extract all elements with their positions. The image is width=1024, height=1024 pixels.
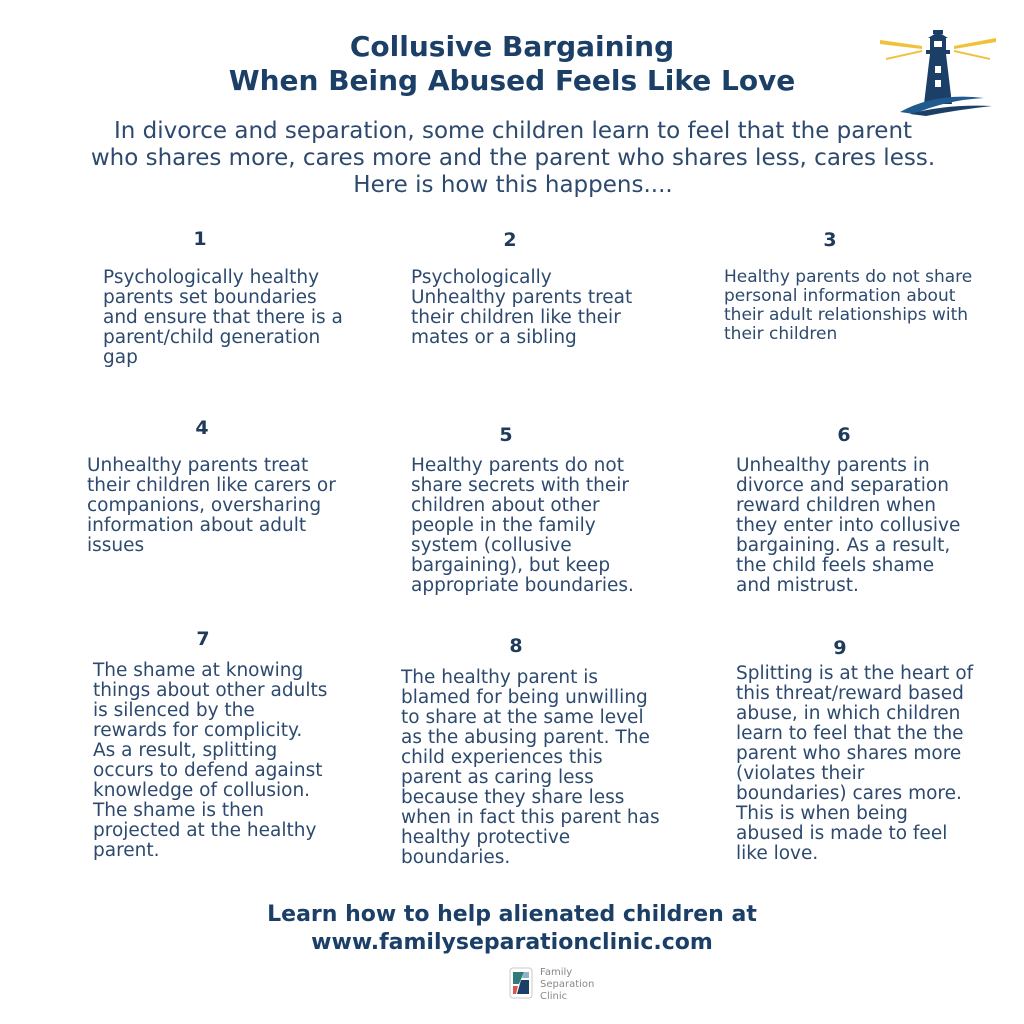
step-1-text: Psychologically healthy parents set boundaries and ensure that there is a parent/child generation gap: [103, 267, 343, 368]
logo-text: Family Separation Clinic: [540, 967, 595, 1002]
step-8-number: 8: [509, 635, 523, 657]
page-title: Collusive Bargaining: [349, 30, 675, 63]
step-3-number: 3: [823, 229, 837, 251]
step-9-number: 9: [833, 637, 847, 659]
footer-cta: Learn how to help alienated children at: [267, 902, 757, 927]
step-2-number: 2: [503, 229, 517, 251]
step-8-text: The healthy parent is blamed for being unwilling to share at the same level as the abusing parent. The child experiences this parent as caring less because they share less when in fact this parent has healthy protective boundaries.: [401, 667, 660, 868]
step-4-text: Unhealthy parents treat their children like carers or companions, oversharing information about adult issues: [87, 455, 336, 556]
family-separation-clinic-logo: [508, 966, 534, 1000]
step-7-number: 7: [196, 628, 210, 650]
step-6-text: Unhealthy parents in divorce and separation reward children when they enter into collusive bargaining. As a result, the child feels shame and mistrust.: [736, 455, 961, 596]
step-2-text: Psychologically Unhealthy parents treat their children like their mates or a sibling: [411, 267, 633, 348]
step-5-number: 5: [499, 424, 513, 446]
step-9-text: Splitting is at the heart of this threat/reward based abuse, in which children learn to feel that the the parent who shares more (violates their boundaries) cares more. This is when being abused is made to feel like love.: [736, 663, 974, 864]
step-5-text: Healthy parents do not share secrets with their children about other people in the family system (collusive bargaining), but keep appropriate boundaries.: [411, 455, 634, 596]
intro-text: In divorce and separation, some children learn to feel that the parent who shares more, cares more and the parent who shares less, cares less. Here is how this happens....: [90, 118, 936, 198]
footer-website-link[interactable]: www.familyseparationclinic.com: [311, 930, 713, 955]
step-7-text: The shame at knowing things about other adults is silenced by the rewards for complicity. As a result, splitting occurs to defend against knowledge of collusion. The shame is then projected at the healthy parent.: [93, 660, 328, 861]
step-3-text: Healthy parents do not share personal information about their adult relationships with their children: [724, 267, 973, 344]
page-subtitle: When Being Abused Feels Like Love: [228, 64, 796, 97]
lighthouse-icon: [876, 22, 1000, 116]
step-4-number: 4: [195, 417, 209, 439]
step-6-number: 6: [837, 424, 851, 446]
step-1-number: 1: [193, 228, 207, 250]
